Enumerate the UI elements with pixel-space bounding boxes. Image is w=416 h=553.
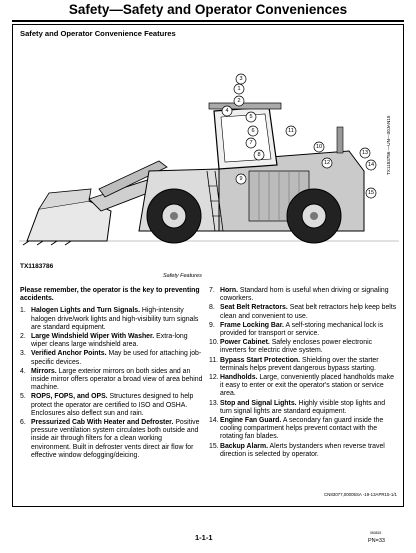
feature-title: Horn.: [220, 287, 238, 294]
page-number: 1-1-1: [195, 533, 213, 542]
feature-body: [220, 417, 397, 442]
feature-number: 4.: [20, 367, 26, 375]
feature-body: [220, 304, 397, 320]
feature-title: Engine Fan Guard.: [220, 417, 282, 425]
feature-body: [31, 307, 203, 332]
feature-text: Shielding over the starter terminals helps prevent dangerous bypass starting.: [220, 356, 379, 372]
feature-item: [209, 304, 397, 320]
svg-text:10: 10: [315, 144, 323, 150]
feature-title: Seat Belt Retractors.: [220, 304, 288, 312]
feature-item: [209, 287, 397, 303]
feature-title: Handholds.: [220, 374, 258, 382]
feature-text: Positive pressure ventilation system circulates both outside and inside air through filters for a clean working environment. Built in defroster vents direct air flow for effective window defogging/deicing.: [31, 419, 200, 459]
feature-title: Bypass Start Protection.: [220, 356, 301, 364]
features-list-right: [209, 287, 397, 460]
feature-text: Alerts bystanders when reverse travel direction is selected by operator.: [220, 442, 385, 458]
feature-body: [31, 393, 203, 418]
document-reference: CN83077,00005SA -19-13APR15-1/1: [324, 492, 397, 497]
figure-side-label: TX1183786 —UN—30JAN15: [386, 115, 391, 175]
svg-text:2: 2: [237, 98, 241, 104]
content-frame: [12, 24, 404, 507]
svg-text:4: 4: [225, 108, 229, 114]
svg-text:1: 1: [237, 86, 241, 92]
feature-item: [20, 393, 203, 418]
feature-number: 11.: [209, 356, 219, 364]
feature-item: [209, 374, 397, 399]
feature-item: [209, 322, 397, 338]
feature-text: Standard horn is useful when driving or signaling coworkers.: [220, 287, 389, 303]
svg-text:8: 8: [257, 152, 261, 158]
feature-item: [209, 339, 397, 355]
feature-number: 7.: [209, 287, 215, 294]
feature-body: [220, 287, 397, 303]
feature-text: Safely encloses power electronic inverters for electric drive system.: [220, 339, 373, 355]
feature-number: 12.: [209, 374, 219, 382]
feature-text: A self-storing mechanical lock is provided for transport or service.: [220, 321, 384, 338]
feature-title: Mirrors.: [31, 367, 57, 375]
section-title: Safety and Operator Convenience Features: [20, 29, 176, 38]
feature-number: 13.: [209, 399, 219, 407]
feature-text: High-intensity halogen drive/work lights and high-visibility turn signals are standard equipment.: [31, 307, 199, 331]
feature-text: Highly visible stop lights and turn signal lights are standard equipment.: [220, 399, 386, 415]
feature-text: May be used for attaching job-specific devices.: [31, 350, 202, 366]
feature-number: 15.: [209, 442, 219, 450]
feature-item: [209, 400, 397, 416]
feature-item: [20, 368, 203, 393]
feature-title: ROPS, FOPS, and OPS.: [31, 393, 108, 401]
svg-text:3: 3: [239, 76, 243, 82]
feature-number: 3.: [20, 350, 26, 358]
feature-text: Extra-long wiper cleans large windshield area.: [31, 333, 188, 349]
feature-item: [20, 307, 203, 332]
svg-text:13: 13: [361, 150, 369, 156]
feature-item: [20, 333, 203, 349]
svg-text:15: 15: [367, 190, 375, 196]
svg-text:12: 12: [323, 160, 331, 166]
feature-item: [209, 417, 397, 442]
feature-text: Large, conveniently placed handholds make it easy to enter or exit the operator's station or service area.: [220, 374, 394, 398]
feature-text: Seat belt retractors help keep belts clean and convenient to use.: [220, 304, 397, 320]
figure-id: TX1183786: [20, 263, 54, 270]
page-header: [12, 0, 404, 22]
page-title: Safety—Safety and Operator Conveniences: [68, 2, 348, 17]
svg-text:14: 14: [367, 162, 375, 168]
feature-body: [31, 350, 203, 366]
feature-number: 5.: [20, 393, 26, 401]
feature-title: Large Windshield Wiper With Washer.: [31, 333, 155, 341]
feature-title: Halogen Lights and Turn Signals.: [31, 307, 140, 315]
svg-text:7: 7: [249, 140, 253, 146]
feature-item: [20, 350, 203, 366]
intro-text: Please remember, the operator is the key to preventing accidents.: [20, 287, 200, 303]
feature-title: Pressurized Cab With Heater and Defroster.: [31, 419, 174, 427]
feature-number: 10.: [209, 339, 219, 347]
feature-title: Stop and Signal Lights.: [220, 399, 297, 407]
feature-number: 8.: [209, 304, 215, 312]
feature-body: [31, 419, 203, 460]
feature-number: 2.: [20, 333, 26, 341]
features-list-left: [20, 287, 203, 461]
feature-body: [31, 368, 203, 393]
footer-code: 060815: [370, 531, 382, 535]
feature-title: Power Cabinet.: [220, 339, 270, 347]
feature-text: A secondary fan guard inside the cooling compartment helps prevent contact with the rotating fan blades.: [220, 417, 384, 441]
svg-text:6: 6: [251, 128, 255, 134]
feature-body: [220, 322, 397, 338]
feature-body: [31, 333, 203, 349]
svg-text:5: 5: [249, 114, 253, 120]
feature-body: [220, 400, 397, 416]
feature-text: Large exterior mirrors on both sides and an inside mirror offers operator a broad view of area behind machine.: [31, 367, 203, 392]
feature-title: Verified Anchor Points.: [31, 350, 107, 358]
feature-title: Backup Alarm.: [220, 442, 268, 450]
feature-item: [209, 357, 397, 373]
feature-number: 9.: [209, 321, 215, 329]
feature-body: [220, 357, 397, 373]
svg-text:9: 9: [239, 176, 243, 182]
feature-body: [220, 339, 397, 355]
feature-title: Frame Locking Bar.: [220, 321, 284, 329]
feature-number: 6.: [20, 419, 26, 427]
feature-body: [220, 443, 397, 459]
feature-number: 1.: [20, 307, 26, 315]
svg-text:11: 11: [288, 128, 294, 134]
feature-body: [220, 374, 397, 399]
wheel-loader-illustration: [19, 76, 399, 259]
figure-caption: Safety Features: [163, 273, 202, 279]
feature-number: 14.: [209, 417, 219, 425]
feature-text: Structures designed to help protect the operator are certified to ISO and OSHA. Enclosures also deflect sun and rain.: [31, 393, 194, 417]
feature-item: [20, 419, 203, 460]
page-pn: PN=33: [368, 538, 385, 544]
feature-item: [209, 443, 397, 459]
